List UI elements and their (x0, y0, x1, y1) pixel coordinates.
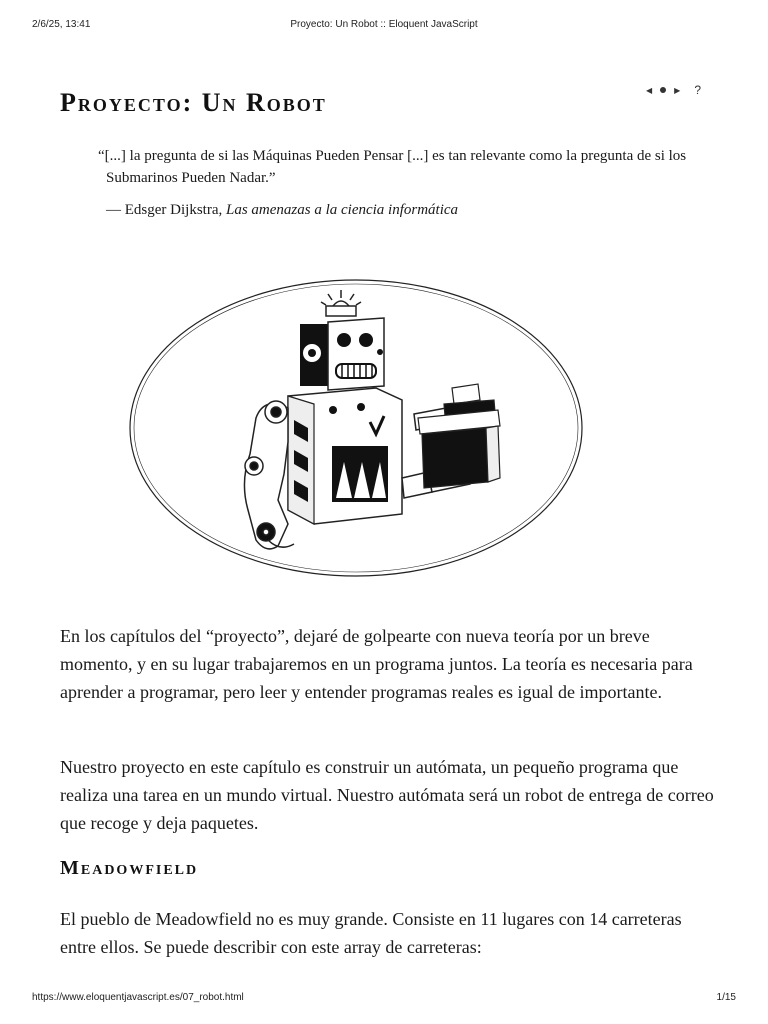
meadowfield-paragraph: El pueblo de Meadowfield no es muy grande. Consiste en 11 lugares con 14 carreteras entre ellos. Se puede describir con este array de carreteras: (60, 909, 682, 957)
robot-arm-left (244, 401, 294, 549)
epigraph-work: Las amenazas a la ciencia informática (225, 202, 459, 218)
epigraph (98, 145, 698, 221)
next-chapter-icon[interactable]: ▶ (674, 85, 681, 95)
robot-illustration (128, 278, 584, 578)
stacked-boxes (418, 384, 500, 488)
print-page-number: 1/15 (716, 992, 736, 1003)
epigraph-author: — Edsger Dijkstra, (106, 202, 226, 218)
robot-head (300, 318, 384, 390)
robot-torso (288, 388, 402, 524)
print-page-title: Proyecto: Un Robot :: Eloquent JavaScript (290, 19, 478, 30)
intro-paragraph: En los capítulos del “proyecto”, dejaré de golpearte con nueva teoría por un breve momento, y en su lugar trabajaremos en un programa juntos. La teoría es necesaria para aprender a programar, pero leer y entender programas reales es igual de importante. (60, 626, 693, 702)
print-url: https://www.eloquentjavascript.es/07_robot.html (32, 992, 244, 1003)
epigraph-quote: “[...] la pregunta de si las Máquinas Pueden Pensar [...] es tan relevante como la pregunta de si los Submarinos Pueden Nadar.” (98, 148, 687, 186)
chapter-nav (646, 83, 701, 97)
print-date: 2/6/25, 13:41 (32, 19, 91, 30)
print-header (0, 19, 768, 33)
previous-chapter-icon[interactable]: ◀ (646, 85, 653, 95)
contents-dot-icon[interactable] (660, 87, 666, 93)
section-heading: Meadowfield (60, 857, 199, 879)
print-footer (0, 992, 768, 1006)
project-paragraph: Nuestro proyecto en este capítulo es construir un autómata, un pequeño programa que realiza una tarea en un mundo virtual. Nuestro autómata será un robot de entrega de correo que recoge y deja paquetes. (60, 757, 714, 833)
help-link[interactable]: ? (694, 83, 701, 97)
robot-antenna (321, 290, 361, 316)
epigraph-attribution (98, 199, 698, 221)
chapter-title: Proyecto: Un Robot (60, 88, 327, 117)
